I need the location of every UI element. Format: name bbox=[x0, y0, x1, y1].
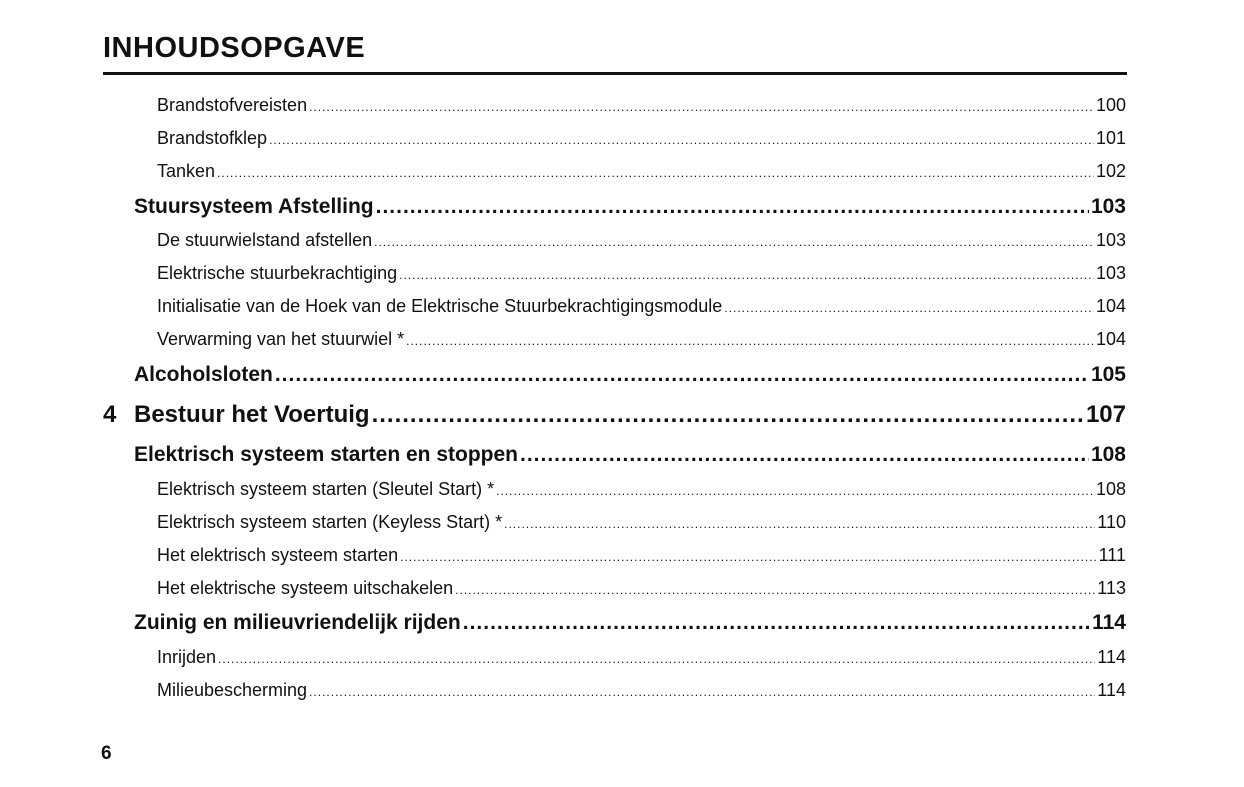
toc-entry-page: 104 bbox=[1095, 329, 1126, 349]
dot-leader bbox=[400, 546, 1097, 568]
toc-entry-page: 105 bbox=[1090, 363, 1126, 386]
toc-entry[interactable] bbox=[157, 544, 1126, 568]
title-divider bbox=[103, 72, 1127, 75]
toc-entry-page: 110 bbox=[1097, 512, 1126, 532]
toc-entry-page: 108 bbox=[1095, 479, 1126, 499]
toc-chapter-entry[interactable] bbox=[103, 400, 1126, 430]
dot-leader bbox=[217, 162, 1094, 184]
dot-leader bbox=[309, 681, 1095, 703]
toc-entry-page: 114 bbox=[1092, 611, 1126, 634]
toc-entry[interactable] bbox=[157, 229, 1126, 253]
toc-section-entry[interactable] bbox=[134, 194, 1126, 220]
dot-leader bbox=[372, 400, 1084, 430]
toc-entry-page: 107 bbox=[1085, 401, 1126, 428]
page-number: 6 bbox=[101, 743, 112, 764]
toc-entry[interactable] bbox=[157, 679, 1126, 703]
dot-leader bbox=[269, 129, 1094, 151]
toc-entry[interactable] bbox=[157, 577, 1126, 601]
toc-entry-title: Stuursysteem Afstelling bbox=[134, 195, 374, 218]
dot-leader bbox=[504, 513, 1095, 535]
dot-leader bbox=[218, 648, 1095, 670]
toc-entry-page: 101 bbox=[1095, 128, 1126, 148]
toc-entry-page: 111 bbox=[1098, 545, 1126, 565]
dot-leader bbox=[275, 362, 1089, 388]
toc-entry-title: Het elektrische systeem uitschakelen bbox=[157, 578, 454, 598]
toc-entry[interactable] bbox=[157, 328, 1126, 352]
toc-entry-title: Alcoholsloten bbox=[134, 363, 273, 386]
dot-leader bbox=[463, 610, 1090, 636]
toc-entry-title: Tanken bbox=[157, 161, 216, 181]
toc-entry[interactable] bbox=[157, 94, 1126, 118]
toc-entry-title: Zuinig en milieuvriendelijk rijden bbox=[134, 611, 461, 634]
toc-entry-title: Bestuur het Voertuig bbox=[134, 401, 370, 428]
toc-entry-page: 103 bbox=[1095, 263, 1126, 283]
toc-entry[interactable] bbox=[157, 646, 1126, 670]
dot-leader bbox=[724, 297, 1094, 319]
dot-leader bbox=[455, 579, 1095, 601]
toc-section-entry[interactable] bbox=[134, 362, 1126, 388]
toc-entry-page: 103 bbox=[1090, 195, 1126, 218]
toc-entry[interactable] bbox=[157, 478, 1126, 502]
toc-section-entry[interactable] bbox=[134, 610, 1126, 636]
toc-entry-title: Verwarming van het stuurwiel * bbox=[157, 329, 405, 349]
toc-entry-title: Elektrische stuurbekrachtiging bbox=[157, 263, 398, 283]
dot-leader bbox=[399, 264, 1094, 286]
dot-leader bbox=[406, 330, 1094, 352]
dot-leader bbox=[374, 231, 1094, 253]
toc-entry[interactable] bbox=[157, 160, 1126, 184]
toc-entry-page: 104 bbox=[1095, 296, 1126, 316]
toc-entry[interactable] bbox=[157, 127, 1126, 151]
toc-entry[interactable] bbox=[157, 295, 1126, 319]
toc-entry-page: 113 bbox=[1097, 578, 1126, 598]
toc-entry-title: Elektrisch systeem starten en stoppen bbox=[134, 443, 518, 466]
toc-entry-page: 103 bbox=[1095, 230, 1126, 250]
toc-entry-page: 108 bbox=[1090, 443, 1126, 466]
dot-leader bbox=[496, 480, 1094, 502]
chapter-number: 4 bbox=[103, 401, 117, 428]
page-title: INHOUDSOPGAVE bbox=[103, 32, 366, 64]
toc-entry-title: Milieubescherming bbox=[157, 680, 308, 700]
toc-entry-page: 102 bbox=[1095, 161, 1126, 181]
toc-entry-title: Brandstofvereisten bbox=[157, 95, 308, 115]
dot-leader bbox=[520, 442, 1089, 468]
toc-entry-title: De stuurwielstand afstellen bbox=[157, 230, 373, 250]
toc-entry-title: Initialisatie van de Hoek van de Elektrische Stuurbekrachtigingsmodule bbox=[157, 296, 723, 316]
dot-leader bbox=[309, 96, 1094, 118]
toc-entry[interactable] bbox=[157, 262, 1126, 286]
toc-entry-title: Het elektrisch systeem starten bbox=[157, 545, 399, 565]
dot-leader bbox=[376, 194, 1089, 220]
toc-entry-title: Elektrisch systeem starten (Keyless Start) * bbox=[157, 512, 503, 532]
toc-entry[interactable] bbox=[157, 511, 1126, 535]
toc-section-entry[interactable] bbox=[134, 442, 1126, 468]
toc-entry-title: Brandstofklep bbox=[157, 128, 268, 148]
toc-entry-page: 114 bbox=[1097, 647, 1126, 667]
toc-entry-title: Elektrisch systeem starten (Sleutel Start) * bbox=[157, 479, 495, 499]
toc-entry-page: 100 bbox=[1095, 95, 1126, 115]
toc-entry-page: 114 bbox=[1097, 680, 1126, 700]
toc-entry-title: Inrijden bbox=[157, 647, 217, 667]
